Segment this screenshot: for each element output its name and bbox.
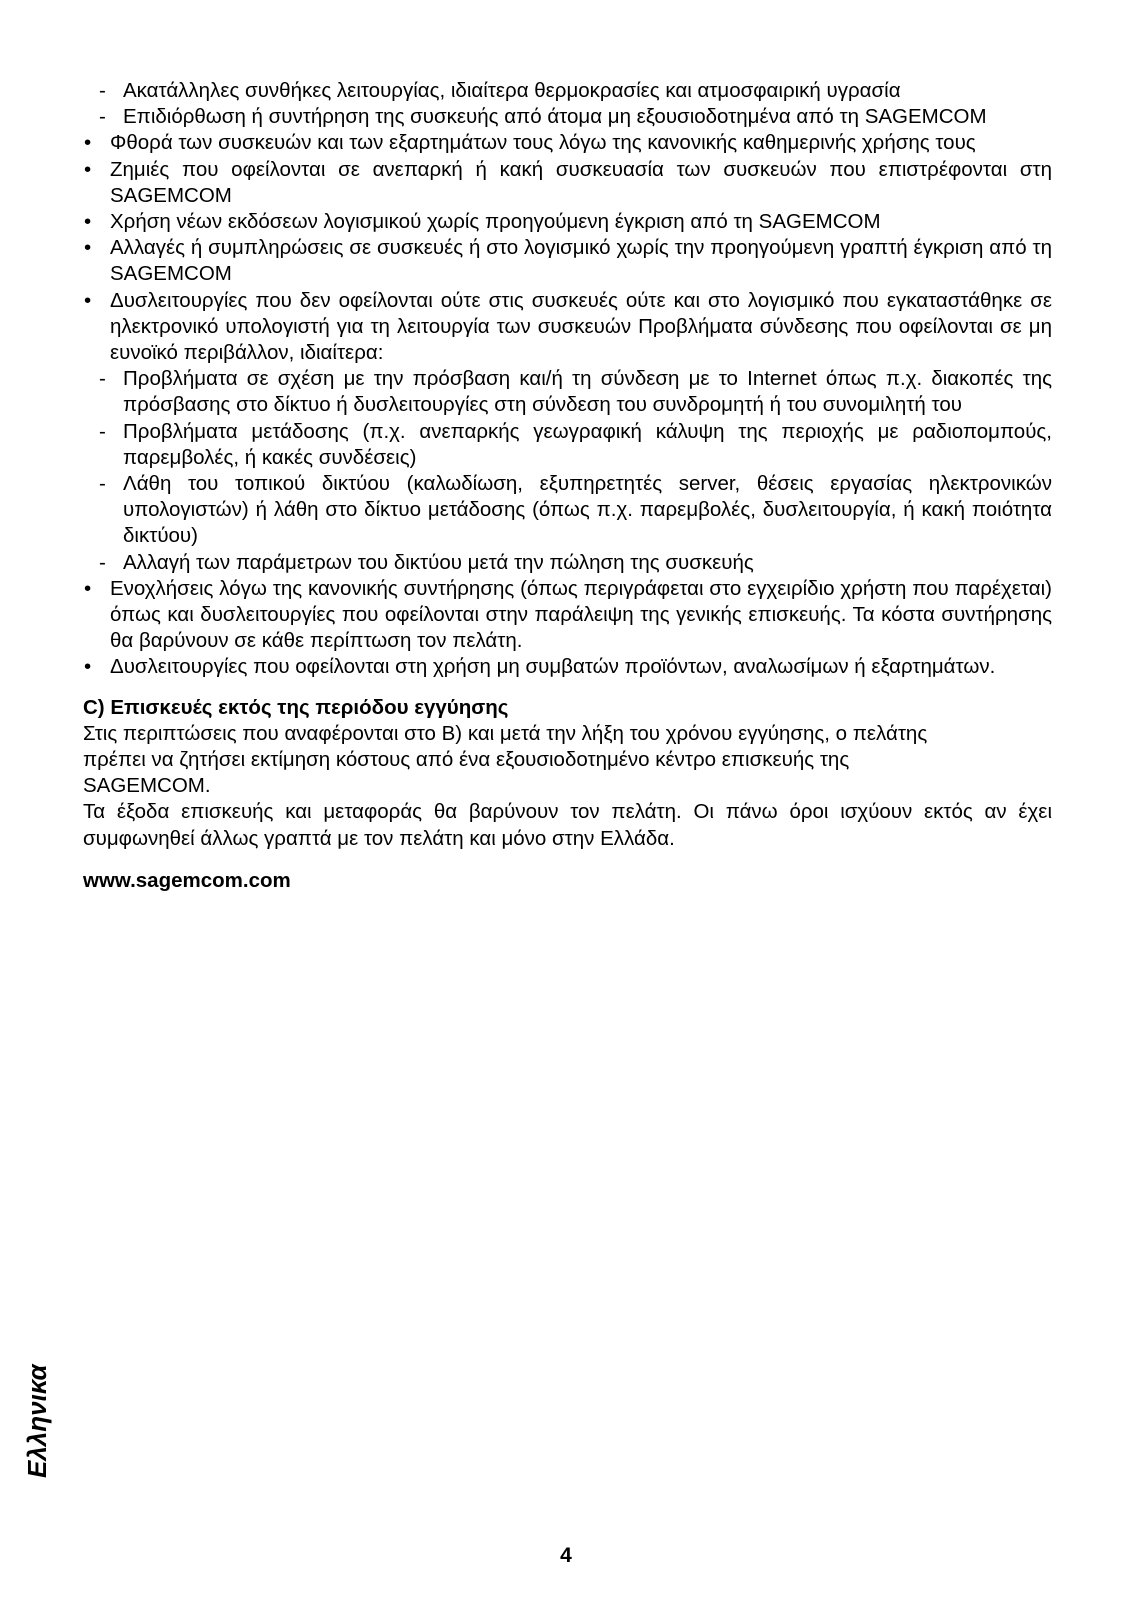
list-item-text: Αλλαγή των παράμετρων του δικτύου μετά την πώληση της συσκευής [123,550,754,574]
list-item-text: Δυσλειτουργίες που οφείλονται στη χρήση μη συμβατών προϊόντων, αναλωσίμων ή εξαρτημάτων. [110,655,996,679]
list-item-text: Επιδιόρθωση ή συντήρηση της συσκευής από άτομα μη εξουσιοδοτημένα από τη SAGEMCOM [123,105,987,129]
list-marker: - [99,79,106,102]
list-item-text: Φθορά των συσκευών και των εξαρτημάτων τους λόγω της κανονικής καθημερινής χρήσης τους [110,131,976,155]
list-item-text: Ζημιές που οφείλονται σε ανεπαρκή ή κακή συσκευασία των συσκευών που επιστρέφονται στη SAGEMCOM [110,157,1052,207]
list-item [83,209,1052,235]
list-item [83,654,1052,680]
list-item-text: Προβλήματα σε σχέση με την πρόσβαση και/ή τη σύνδεση με το Internet όπως π.χ. διακοπές της πρόσβασης στο δίκτυο ή δυσλειτουργίες στη σύνδεση του συνδρομητή ή του συνομιλητή του [123,367,1052,417]
list-marker: • [84,157,92,181]
list-item [83,130,1052,156]
section-c-heading: C) Επισκευές εκτός της περιόδου εγγύησης [83,695,509,719]
document-body [83,78,1052,894]
list-item-text: Ακατάλληλες συνθήκες λειτουργίας, ιδιαίτερα θερμοκρασίες και ατμοσφαιρική υγρασία [123,79,901,102]
list-marker: - [99,472,106,496]
list-item [83,157,1052,209]
list-item-text: Αλλαγές ή συμπληρώσεις σε συσκευές ή στο λογισμικό χωρίς την προηγούμενη γραπτή έγκριση από τη SAGEMCOM [110,236,1052,286]
list-item-text: Ενοχλήσεις λόγω της κανονικής συντήρησης (όπως περιγράφεται στο εγχειρίδιο χρήστη που παρέχεται) όπως και δυσλειτουργίες που οφείλονται στην παράλειψη της γενικής επισκευής. Τα κόστα συντήρησης θα βαρύνουν σε κάθε περίπτωση τον πελάτη. [110,576,1052,653]
list-marker: • [84,210,92,234]
list-item [83,288,1052,367]
section-c-paragraph-2: Τα έξοδα επισκευής και μεταφοράς θα βαρύνουν τον πελάτη. Οι πάνω όροι ισχύουν εκτός αν έχει συμφωνηθεί άλλως γραπτά με τον πελάτη και μόνο στην Ελλάδα. [83,800,1052,850]
list-marker: • [84,288,92,312]
section-c-paragraph-1 [83,721,1052,800]
language-side-label: Ελληνικα [22,1364,52,1478]
list-marker: • [84,655,92,679]
exclusions-list [83,78,1052,681]
website-link[interactable]: www.sagemcom.com [83,868,291,892]
list-marker: - [99,550,106,574]
list-item-text: Δυσλειτουργίες που δεν οφείλονται ούτε στις συσκευές ούτε και στο λογισμικό που εγκαταστάθηκε σε ηλεκτρονικό υπολογιστή για τη λειτουργία των συσκευών Προβλήματα σύνδεσης που οφείλονται σε μη ευνοϊκό περιβάλλον, ιδιαίτερα: [110,288,1052,365]
list-item [83,235,1052,287]
list-item [83,576,1052,655]
paragraph-line: SAGEMCOM. [83,774,211,798]
list-item-text: Χρήση νέων εκδόσεων λογισμικού χωρίς προηγούμενη έγκριση από τη SAGEMCOM [110,210,881,234]
list-marker: • [84,576,92,600]
paragraph-line: Στις περιπτώσεις που αναφέρονται στο Β) και μετά την λήξη του χρόνου εγγύησης, ο πελάτης [83,721,928,745]
list-marker: • [84,131,92,155]
list-item [83,550,1052,576]
list-marker: • [84,236,92,260]
list-item [83,471,1052,550]
list-marker: - [99,419,106,443]
list-item [83,366,1052,418]
list-marker: - [99,105,106,129]
list-item-text: Προβλήματα μετάδοσης (π.χ. ανεπαρκής γεωγραφική κάλυψη της περιοχής με ραδιοπομπούς, παρεμβολές, ή κακές συνδέσεις) [123,419,1052,469]
list-item-text: Λάθη του τοπικού δικτύου (καλωδίωση, εξυπηρετητές server, θέσεις εργασίας ηλεκτρονικών υπολογιστών) ή λάθη στο δίκτυο μετάδοσης (όπως π.χ. παρεμβολές, δυσλειτουργία, ή κακή ποιότητα δικτύου) [123,472,1052,548]
page-number: 4 [560,1544,572,1567]
paragraph-line: πρέπει να ζητήσει εκτίμηση κόστους από ένα εξουσιοδοτημένο κέντρο επισκευής της [83,748,850,772]
list-item [83,419,1052,471]
list-marker: - [99,367,106,391]
list-item [83,104,1052,130]
list-item [83,78,1052,104]
